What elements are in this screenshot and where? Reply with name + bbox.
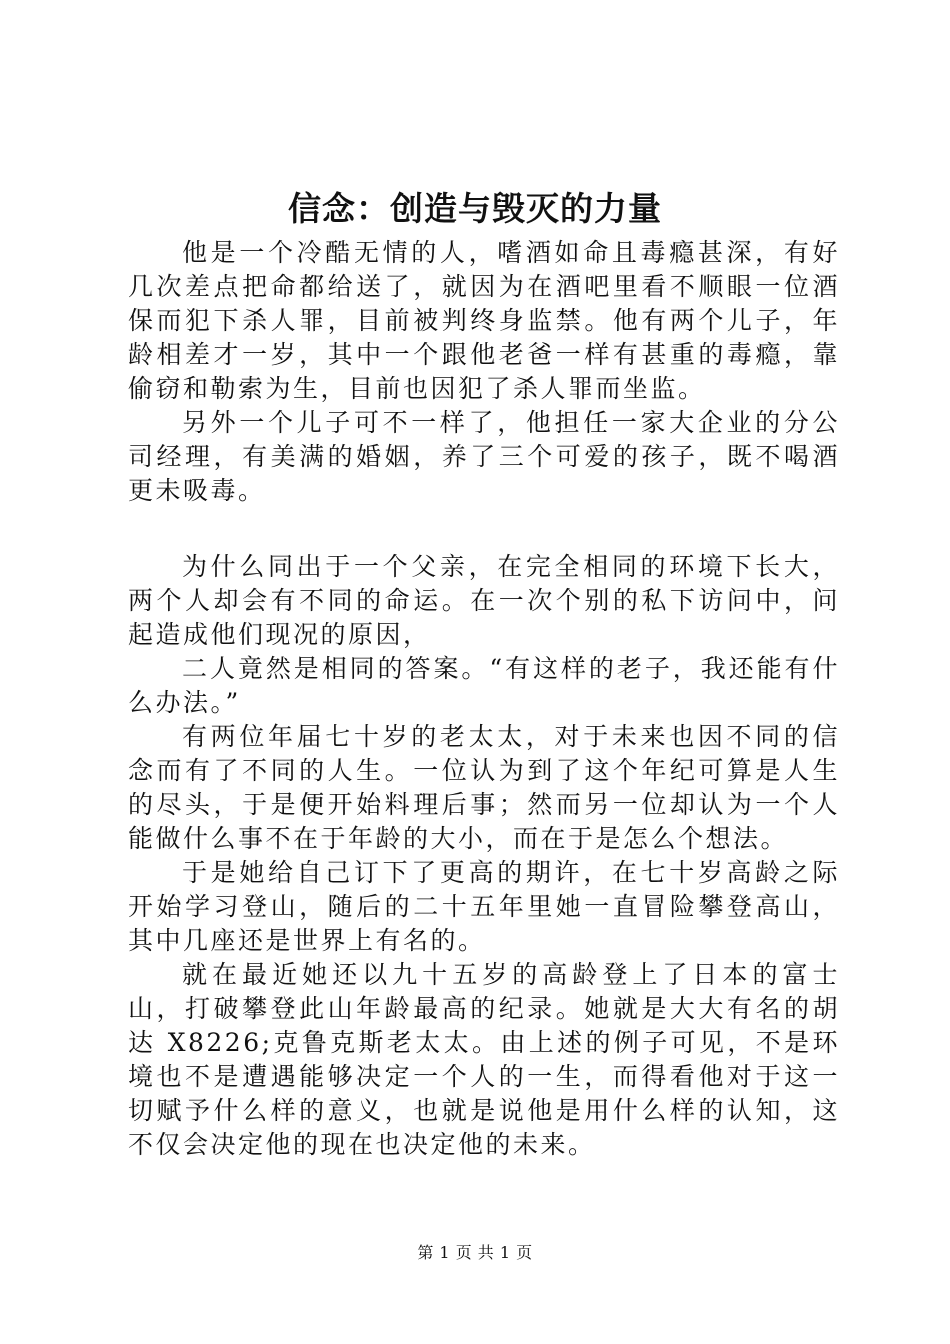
paragraph-1: 他是一个冷酷无情的人，嗜酒如命且毒瘾甚深，有好几次差点把命都给送了，就因为在酒吧里看不顺眼一位酒保而犯下杀人罪，目前被判终身监禁。他有两个儿子，年龄相差才一岁，其中一个跟他老爸一样有甚重的毒瘾，靠偷窃和勒索为生，目前也因犯了杀人罪而坐监。 bbox=[128, 238, 840, 403]
paragraph-3: 为什么同出于一个父亲，在完全相同的环境下长大，两个人却会有不同的命运。在一次个别的私下访问中，问起造成他们现况的原因， bbox=[128, 552, 840, 649]
paragraph-2: 另外一个儿子可不一样了，他担任一家大企业的分公司经理，有美满的婚姻，养了三个可爱的孩子，既不喝酒更未吸毒。 bbox=[128, 408, 840, 505]
page-number-footer: 第 1 页 共 1 页 bbox=[417, 1243, 533, 1262]
document-title: 信念：创造与毁灭的力量 bbox=[288, 189, 662, 228]
paragraph-4: 二人竟然是相同的答案。“有这样的老子，我还能有什么办法。” bbox=[128, 654, 840, 717]
paragraph-7: 就在最近她还以九十五岁的高龄登上了日本的富士山，打破攀登此山年龄最高的纪录。她就是大大有名的胡达 X8226;克鲁克斯老太太。由上述的例子可见，不是环境也不是遭遇能够决定一个人的一生，而得看他对于这一切赋予什么样的意义，也就是说他是用什么样的认知，这不仅会决定他的现在也决定他的未来。 bbox=[128, 960, 840, 1159]
paragraph-5: 有两位年届七十岁的老太太，对于未来也因不同的信念而有了不同的人生。一位认为到了这个年纪可算是人生的尽头，于是便开始料理后事；然而另一位却认为一个人能做什么事不在于年龄的大小，而在于是怎么个想法。 bbox=[128, 722, 840, 853]
paragraph-6: 于是她给自己订下了更高的期许，在七十岁高龄之际开始学习登山，随后的二十五年里她一直冒险攀登高山，其中几座还是世界上有名的。 bbox=[128, 858, 840, 955]
document-body bbox=[128, 236, 840, 1162]
